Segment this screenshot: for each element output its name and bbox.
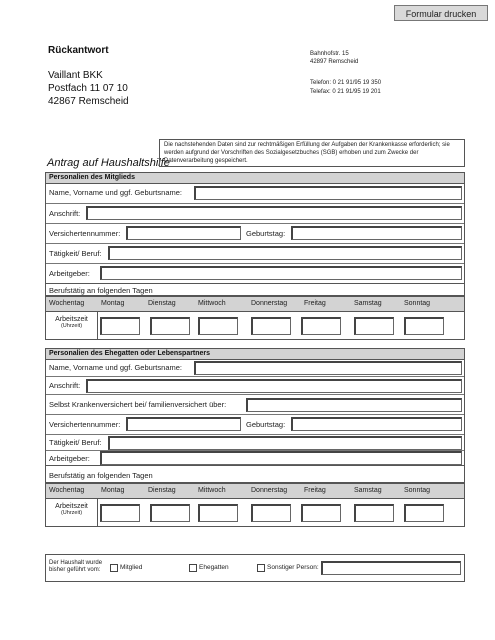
spouse-heading: Personalien des Ehegatten oder Lebenspartners bbox=[46, 349, 464, 360]
household-section bbox=[45, 554, 465, 582]
member-job-row bbox=[46, 244, 464, 264]
spouse-name-row bbox=[46, 360, 464, 377]
sender-line: Bahnhofstr. 15 bbox=[310, 51, 349, 57]
sender-line: 42897 Remscheid bbox=[310, 59, 359, 65]
spouse-address-label: Anschrift: bbox=[49, 381, 81, 390]
member-job-input[interactable] bbox=[108, 246, 462, 260]
member-insurance-label: Versichertennummer: bbox=[49, 229, 121, 238]
spouse-worktime-monday-input[interactable] bbox=[100, 504, 140, 522]
phone-number: Telefon: 0 21 91/95 19 350 bbox=[310, 80, 382, 86]
member-week-header bbox=[45, 296, 465, 312]
worktime-wednesday-input[interactable] bbox=[198, 317, 238, 335]
household-member-checkbox[interactable] bbox=[110, 564, 118, 572]
household-spouse-label: Ehegatten bbox=[199, 564, 229, 571]
worktime-unit: (Uhrzeit) bbox=[60, 323, 83, 329]
worktime-title: Arbeitszeit bbox=[55, 503, 88, 510]
worktime-saturday-input[interactable] bbox=[354, 317, 394, 335]
print-form-button[interactable]: Formular drucken bbox=[394, 5, 488, 21]
member-employer-row bbox=[46, 264, 464, 284]
spouse-insured-row bbox=[46, 395, 464, 415]
member-name-label: Name, Vorname und ggf. Geburtsname: bbox=[49, 188, 182, 197]
spouse-job-label: Tätigkeit/ Beruf: bbox=[49, 438, 102, 447]
worktime-title: Arbeitszeit bbox=[55, 316, 88, 323]
recipient-line: 42867 Remscheid bbox=[48, 96, 129, 107]
day-tuesday: Dienstag bbox=[148, 487, 176, 494]
worktime-tuesday-input[interactable] bbox=[150, 317, 190, 335]
member-name-row bbox=[46, 184, 464, 204]
spouse-insurance-input[interactable] bbox=[126, 417, 241, 431]
spouse-job-input[interactable] bbox=[108, 436, 462, 450]
worktime-thursday-input[interactable] bbox=[251, 317, 291, 335]
member-worktime-row bbox=[45, 312, 465, 340]
spouse-insured-input[interactable] bbox=[246, 398, 462, 412]
worktime-monday-input[interactable] bbox=[100, 317, 140, 335]
household-other-label: Sonstiger Person: bbox=[267, 564, 319, 571]
member-address-row bbox=[46, 204, 464, 224]
member-section bbox=[45, 172, 465, 284]
spouse-worktime-tuesday-input[interactable] bbox=[150, 504, 190, 522]
member-name-input[interactable] bbox=[194, 186, 462, 200]
spouse-name-label: Name, Vorname und ggf. Geburtsname: bbox=[49, 363, 182, 372]
spouse-employer-input[interactable] bbox=[100, 451, 462, 465]
spouse-address-row bbox=[46, 377, 464, 395]
day-tuesday: Dienstag bbox=[148, 300, 176, 307]
spouse-id-row bbox=[46, 415, 464, 435]
spouse-job-row bbox=[46, 435, 464, 451]
member-workdays-heading-box bbox=[45, 284, 465, 296]
day-friday: Freitag bbox=[304, 487, 326, 494]
weekday-label: Wochentag bbox=[49, 487, 85, 494]
spouse-section bbox=[45, 348, 465, 466]
member-heading: Personalien des Mitglieds bbox=[46, 173, 464, 184]
day-sunday: Sonntag bbox=[404, 300, 431, 307]
worktime-label bbox=[46, 312, 98, 339]
member-employer-label: Arbeitgeber: bbox=[49, 269, 90, 278]
member-address-input[interactable] bbox=[86, 206, 462, 220]
household-other-input[interactable] bbox=[321, 561, 461, 575]
spouse-workdays-heading: Berufstätig an folgenden Tagen bbox=[49, 471, 153, 480]
member-insurance-input[interactable] bbox=[126, 226, 241, 240]
spouse-birthday-input[interactable] bbox=[291, 417, 462, 431]
spouse-worktime-wednesday-input[interactable] bbox=[198, 504, 238, 522]
member-job-label: Tätigkeit/ Beruf: bbox=[49, 249, 102, 258]
recipient-address bbox=[48, 69, 129, 108]
day-wednesday: Mittwoch bbox=[198, 487, 226, 494]
spouse-name-input[interactable] bbox=[194, 361, 462, 375]
reply-title: Rückantwort bbox=[48, 45, 109, 56]
form-title: Antrag auf Haushaltshilfe bbox=[47, 157, 170, 169]
spouse-worktime-sunday-input[interactable] bbox=[404, 504, 444, 522]
spouse-address-input[interactable] bbox=[86, 379, 462, 393]
day-saturday: Samstag bbox=[354, 300, 382, 307]
spouse-worktime-row bbox=[45, 499, 465, 527]
weekday-label: Wochentag bbox=[49, 300, 85, 307]
spouse-workdays-heading-box bbox=[45, 466, 465, 483]
household-label: Der Haushalt wurde bisher geführt vom: bbox=[49, 560, 103, 573]
day-sunday: Sonntag bbox=[404, 487, 431, 494]
household-other-checkbox[interactable] bbox=[257, 564, 265, 572]
member-workdays-heading: Berufstätig an folgenden Tagen bbox=[49, 286, 153, 295]
spouse-worktime-saturday-input[interactable] bbox=[354, 504, 394, 522]
fax-number: Telefax: 0 21 91/95 19 201 bbox=[310, 89, 381, 95]
worktime-friday-input[interactable] bbox=[301, 317, 341, 335]
member-birthday-label: Geburtstag: bbox=[246, 229, 286, 238]
spouse-birthday-label: Geburtstag: bbox=[246, 420, 286, 429]
member-address-label: Anschrift: bbox=[49, 209, 81, 218]
worktime-unit: (Uhrzeit) bbox=[60, 510, 83, 516]
household-member-label: Mitglied bbox=[120, 564, 143, 571]
day-saturday: Samstag bbox=[354, 487, 382, 494]
household-spouse-checkbox[interactable] bbox=[189, 564, 197, 572]
sender-address bbox=[310, 50, 358, 66]
member-id-row bbox=[46, 224, 464, 244]
spouse-worktime-friday-input[interactable] bbox=[301, 504, 341, 522]
worktime-label bbox=[46, 499, 98, 526]
day-wednesday: Mittwoch bbox=[198, 300, 226, 307]
worktime-sunday-input[interactable] bbox=[404, 317, 444, 335]
day-friday: Freitag bbox=[304, 300, 326, 307]
day-monday: Montag bbox=[101, 487, 125, 494]
day-thursday: Donnerstag bbox=[251, 300, 288, 307]
spouse-worktime-thursday-input[interactable] bbox=[251, 504, 291, 522]
recipient-line: Postfach 11 07 10 bbox=[48, 83, 128, 94]
spouse-employer-label: Arbeitgeber: bbox=[49, 454, 90, 463]
recipient-line: Vaillant BKK bbox=[48, 70, 103, 81]
privacy-notice: Die nachstehenden Daten sind zur rechtmäßigen Erfüllung der Aufgaben der Krankenkasse erforderlich; sie werden aufgrund der Vorschriften des Sozialgesetzbuches (SGB) erhoben und zum Zwecke der Datenverarbeitung gespeichert. bbox=[159, 139, 465, 167]
member-birthday-input[interactable] bbox=[291, 226, 462, 240]
spouse-insurance-label: Versichertennummer: bbox=[49, 420, 121, 429]
spouse-employer-row bbox=[46, 451, 464, 466]
spouse-week-header bbox=[45, 483, 465, 499]
member-employer-input[interactable] bbox=[100, 266, 462, 280]
day-monday: Montag bbox=[101, 300, 125, 307]
day-thursday: Donnerstag bbox=[251, 487, 288, 494]
spouse-insured-label: Selbst Krankenversichert bei/ familienversichert über: bbox=[49, 400, 227, 409]
